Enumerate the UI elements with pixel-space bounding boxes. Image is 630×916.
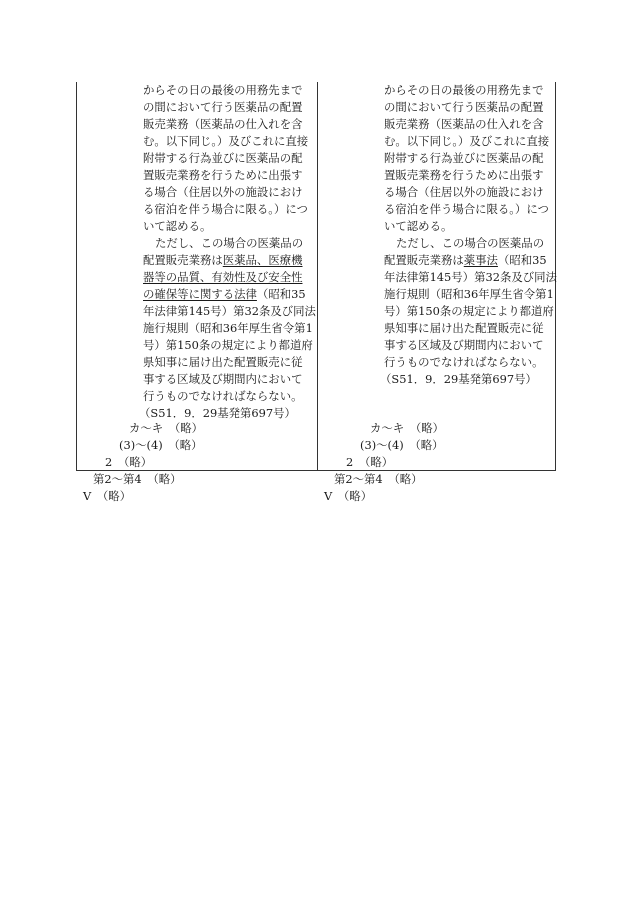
text-line: 附帯する行為並びに医薬品の配 <box>384 151 544 165</box>
outline-item-v: V （略） <box>324 489 373 503</box>
text-line: 県知事に届け出た配置販売に従 <box>143 355 303 369</box>
text-line: からその日の最後の用務先まで <box>384 83 544 97</box>
comparison-table <box>76 82 557 503</box>
amended-law-name: 器等の品質、有効性及び安全性 <box>143 270 303 284</box>
outline-item-ka-ki: カ～キ （略） <box>370 421 445 435</box>
outline-item-dai2-4: 第2～第4 （略） <box>93 472 182 486</box>
text-line: 附帯する行為並びに医薬品の配 <box>143 151 303 165</box>
outline-item-ka-ki: カ～キ （略） <box>129 421 204 435</box>
outline-item-3-4: (3)～(4) （略） <box>360 438 444 452</box>
original-law-name: 薬事法 <box>463 253 498 267</box>
text-line: の間において行う医薬品の配置 <box>143 100 303 114</box>
proviso-text: （昭和35 <box>497 253 547 267</box>
text-line: 事する区域及び期間内において <box>384 338 544 352</box>
text-line: 号）第150条の規定により都道府 <box>384 304 554 318</box>
proviso-line <box>384 252 547 269</box>
outline-item-3-4: (3)～(4) （略） <box>119 438 203 452</box>
text-line: いて認める。 <box>143 219 212 233</box>
text-line: 行うものでなければならない。 <box>384 355 544 369</box>
outline-item-dai2-4: 第2～第4 （略） <box>334 472 423 486</box>
proviso-text: 配置販売業務は <box>143 253 223 267</box>
text-line: 置販売業務を行うために出張す <box>143 168 303 182</box>
notice-reference: （S51．9．29基発第697号） <box>380 372 537 386</box>
proviso-line <box>143 286 306 303</box>
text-line: の間において行う医薬品の配置 <box>384 100 544 114</box>
text-line: 年法律第145号）第32条及び同法 <box>143 304 316 318</box>
proviso-line: ただし、この場合の医薬品の <box>396 236 545 250</box>
text-line: いて認める。 <box>384 219 453 233</box>
text-line: る宿泊を伴う場合に限る。）につ <box>143 202 308 216</box>
text-line: 販売業務（医薬品の仕入れを含 <box>143 117 303 131</box>
text-line: からその日の最後の用務先まで <box>143 83 303 97</box>
outline-item-2: 2 （略） <box>105 455 153 469</box>
text-line: る場合（住居以外の施設におけ <box>143 185 303 199</box>
text-line: 施行規則（昭和36年厚生省令第1 <box>143 321 313 335</box>
left-column-amended <box>77 82 317 503</box>
text-line: 事する区域及び期間内において <box>143 372 303 386</box>
proviso-line <box>143 269 302 286</box>
proviso-text: （昭和35 <box>256 287 306 301</box>
outline-item-v: V （略） <box>83 489 132 503</box>
text-line: む。以下同じ。）及びこれに直接 <box>143 134 309 148</box>
text-line: む。以下同じ。）及びこれに直接 <box>384 134 550 148</box>
text-line: 行うものでなければならない。 <box>143 389 303 403</box>
right-column-original <box>318 82 557 503</box>
text-line: 県知事に届け出た配置販売に従 <box>384 321 544 335</box>
text-line: 年法律第145号）第32条及び同法 <box>384 270 557 284</box>
amended-law-name: 医薬品、医療機 <box>222 253 303 267</box>
outline-item-2: 2 （略） <box>346 455 394 469</box>
text-line: 施行規則（昭和36年厚生省令第1 <box>384 287 554 301</box>
text-line: 置販売業務を行うために出張す <box>384 168 544 182</box>
text-line: 号）第150条の規定により都道府 <box>143 338 313 352</box>
text-line: る宿泊を伴う場合に限る。）につ <box>384 202 549 216</box>
proviso-line: ただし、この場合の医薬品の <box>155 236 304 250</box>
proviso-line <box>143 252 303 269</box>
proviso-text: 配置販売業務は <box>384 253 464 267</box>
notice-reference: （S51．9．29基発第697号） <box>139 406 296 420</box>
text-line: る場合（住居以外の施設におけ <box>384 185 544 199</box>
amended-law-name: の確保等に関する法律 <box>143 287 257 301</box>
text-line: 販売業務（医薬品の仕入れを含 <box>384 117 544 131</box>
